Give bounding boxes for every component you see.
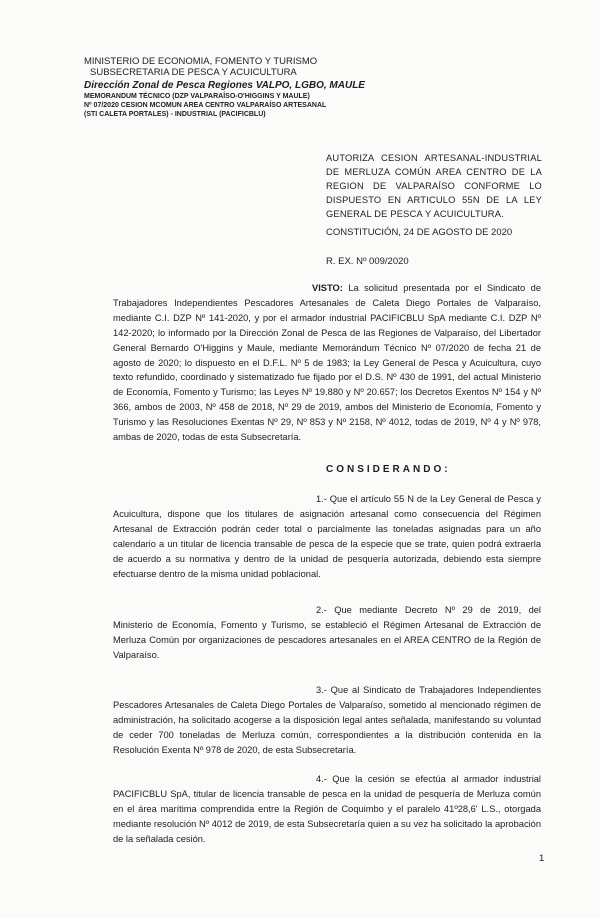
considerando-2 bbox=[113, 603, 541, 663]
considerando-3-text: 3.- Que al Sindicato de Trabajadores Independientes Pescadores Artesanales de Caleta Diego Portales de Valparaíso, sometido al mencionado régimen de administración, ha solicitado acogerse a la disposición legal antes señalada, manifestando su voluntad de ceder 700 toneladas de Merluza común, correspondientes a la distribución contenida en la Resolución Exenta Nº 978 de 2020, de esta Subsecretaría. bbox=[113, 685, 541, 755]
considerando-1-text: 1.- Que el artículo 55 N de la Ley General de Pesca y Acuicultura, dispone que los titulares de asignación artesanal como consecuencia del Régimen Artesanal de Extracción podrán ceder total o parcialmente las toneladas asignadas para un año calendario a un titular de licencia transable de pesca de la especie que se trate, quien podrá extraerla de acuerdo a su normativa y dentro de la unidad de pesquería autorizada, debiendo esta siempre efectuarse dentro de la misma unidad poblacional. bbox=[113, 494, 541, 579]
considerando-3 bbox=[113, 683, 541, 758]
place-and-date: CONSTITUCIÓN, 24 DE AGOSTO DE 2020 bbox=[326, 227, 513, 238]
visto-text: La solicitud presentada por el Sindicato de Trabajadores Independientes Pescadores Artesanales de Caleta Diego Portales de Valparaíso, mediante C.I. DZP Nº 141-2020, y por el armador industrial PACIFICBLU SpA mediante C.I. DZP Nº 142-2020; lo informado por la Dirección Zonal de Pesca de las Regiones de Valparaíso, del Libertador General Bernardo O'Higgins y Maule, mediante Memorándum Técnico Nº 07/2020 de fecha 21 de agosto de 2020; lo dispuesto en el D.F.L. Nº 5 de 1983; la Ley General de Pesca y Acuicultura, cuyo texto refundido, coordinado y sistematizado fue fijado por el D.S. Nº 430 de 1991, del actual Ministerio de Economía, Fomento y Turismo; las Leyes Nº 19.880 y Nº 20.657; los Decretos Exentos Nº 154 y Nº 366, ambos de 2003, Nº 458 de 2018, Nº 29 de 2019, ambos del Ministerio de Economía, Fomento y Turismo y las Resoluciones Exentas Nº 29, Nº 853 y Nº 2158, Nº 4012, todas de 2019, Nº 4 y Nº 978, ambas de 2020, todas de esta Subsecretaría. bbox=[113, 283, 541, 443]
considerando-1 bbox=[113, 492, 541, 581]
page-number: 1 bbox=[539, 853, 545, 864]
resolution-number: R. EX. Nº 009/2020 bbox=[326, 256, 409, 267]
zonal-direction-name: Dirección Zonal de Pesca Regiones VALPO, LGBO, MAULE bbox=[84, 80, 365, 91]
considerando-4-text: 4.- Que la cesión se efectúa al armador industrial PACIFICBLU SpA, titular de licencia transable de pesca en la unidad de pesquería de Merluza común en el área marítima comprendida entre la Región de Coquimbo y el paralelo 41º28,6' L.S., otorgada mediante resolución Nº 4012 de 2019, de esta Subsecretaría quien a su vez ha solicitado la aprobación de la señalada cesión. bbox=[113, 774, 541, 844]
memo-reference-line-2: Nº 07/2020 CESION MCOMUN AREA CENTRO VALPARAÍSO ARTESANAL bbox=[84, 102, 327, 109]
memo-reference-line-1: MEMORANDUM TÉCNICO (DZP VALPARAÍSO-O'HIGGINS Y MAULE) bbox=[84, 93, 310, 100]
subsecretariat-name: SUBSECRETARIA DE PESCA Y ACUICULTURA bbox=[90, 67, 297, 78]
considerando-4 bbox=[113, 772, 541, 847]
considerando-heading: CONSIDERANDO: bbox=[326, 464, 451, 475]
resolution-subject: AUTORIZA CESION ARTESANAL-INDUSTRIAL DE MERLUZA COMÚN AREA CENTRO DE LA REGION DE VALPARAÍSO CONFORME LO DISPUESTO EN ARTICULO 55N DE LA LEY GENERAL DE PESCA Y ACUICULTURA. bbox=[326, 153, 542, 219]
visto-keyword: VISTO: bbox=[312, 283, 343, 293]
ministry-name: MINISTERIO DE ECONOMIA, FOMENTO Y TURISMO bbox=[84, 56, 318, 67]
visto-paragraph bbox=[113, 281, 541, 445]
letterhead bbox=[84, 56, 384, 119]
considerando-2-text: 2.- Que mediante Decreto Nº 29 de 2019, del Ministerio de Economía, Fomento y Turismo, se estableció el Régimen Artesanal de Extracción de Merluza Común por organizaciones de pescadores artesanales en el AREA CENTRO de la Región de Valparaíso. bbox=[113, 605, 541, 660]
memo-reference-line-3: (STI CALETA PORTALES) - INDUSTRIAL (PACIFICBLU) bbox=[84, 111, 266, 118]
